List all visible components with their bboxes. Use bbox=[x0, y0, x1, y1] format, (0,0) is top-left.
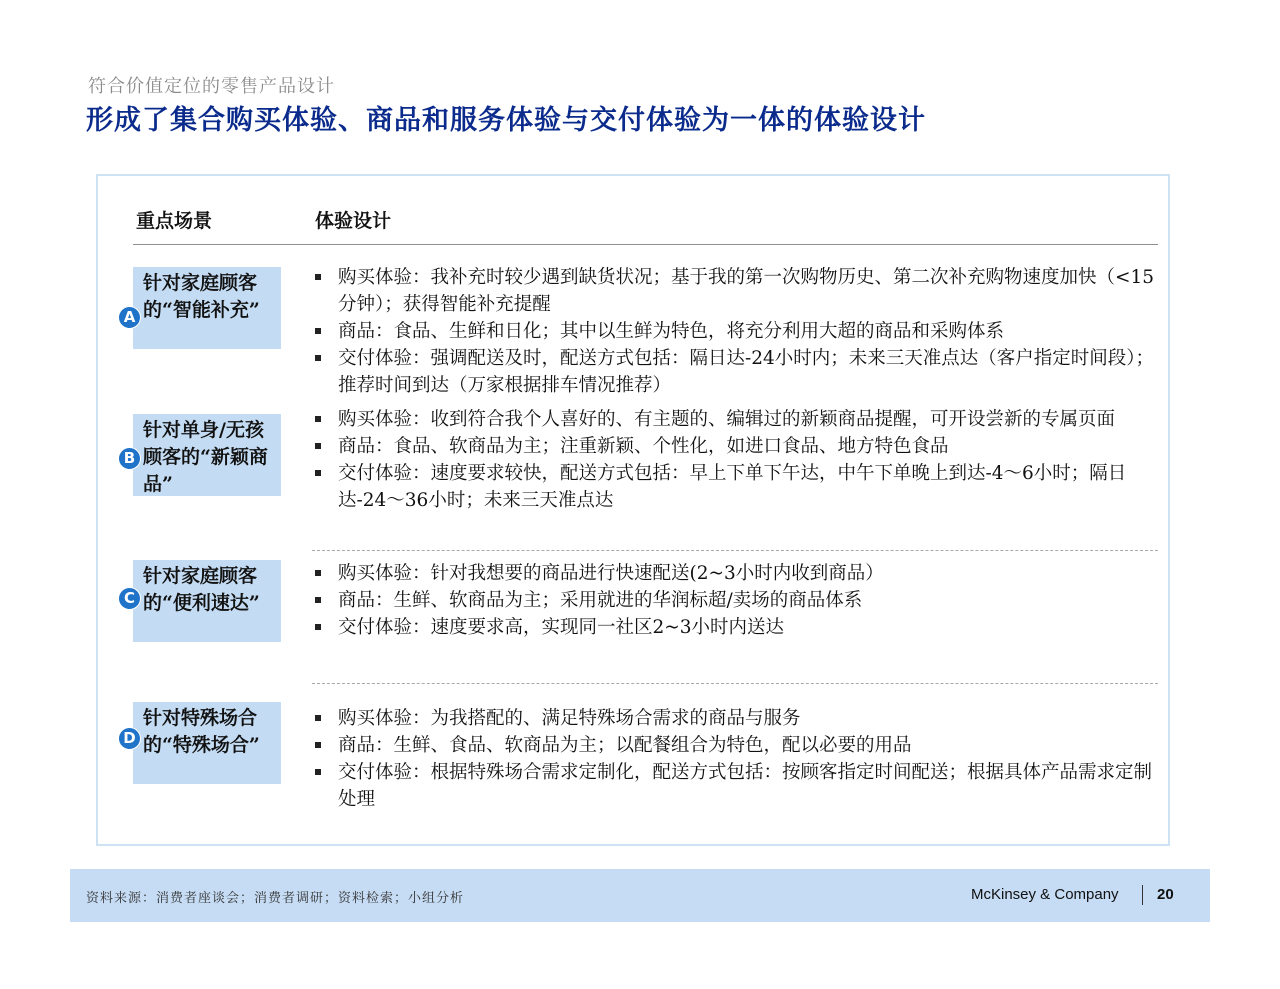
header-divider bbox=[133, 244, 1158, 245]
source-note: 资料来源：消费者座谈会；消费者调研；资料检索；小组分析 bbox=[86, 891, 465, 906]
brand-name: McKinsey & Company bbox=[971, 886, 1119, 903]
bullet-list-b bbox=[315, 406, 1160, 514]
page-number: 20 bbox=[1157, 886, 1174, 903]
badge-b-icon: B bbox=[118, 447, 141, 470]
list-item: 购买体验：我补充时较少遇到缺货状况；基于我的第一次购物历史、第二次补充购物速度加快（<15分钟）；获得智能补充提醒 bbox=[315, 264, 1160, 318]
list-item: 交付体验：速度要求较快，配送方式包括：早上下单下午达，中午下单晚上到达-4～6小时；隔日达-24～36小时；未来三天准点达 bbox=[315, 460, 1160, 514]
scene-box-c: 针对家庭顾客的“便利速达” bbox=[133, 560, 281, 642]
list-item: 交付体验：根据特殊场合需求定制化，配送方式包括：按顾客指定时间配送；根据具体产品需求定制处理 bbox=[315, 759, 1160, 813]
list-item: 商品：生鲜、软商品为主；采用就进的华润标超/卖场的商品体系 bbox=[315, 587, 1160, 614]
list-item: 商品：生鲜、食品、软商品为主；以配餐组合为特色，配以必要的用品 bbox=[315, 732, 1160, 759]
column-header-scene: 重点场景 bbox=[136, 210, 213, 232]
badge-d-icon: D bbox=[118, 727, 141, 750]
scene-box-b: 针对单身/无孩顾客的“新颖商品” bbox=[133, 414, 281, 496]
badge-c-icon: C bbox=[118, 587, 141, 610]
row-divider bbox=[312, 683, 1158, 684]
scene-box-d: 针对特殊场合的“特殊场合” bbox=[133, 702, 281, 784]
page-subtitle: 符合价值定位的零售产品设计 bbox=[88, 76, 335, 97]
bullet-list-c bbox=[315, 560, 1160, 641]
footer-separator bbox=[1142, 885, 1143, 905]
list-item: 购买体验：针对我想要的商品进行快速配送(2~3小时内收到商品） bbox=[315, 560, 1160, 587]
list-item: 交付体验：强调配送及时，配送方式包括：隔日达-24小时内；未来三天准点达（客户指定时间段）；推荐时间到达（万家根据排车情况推荐） bbox=[315, 345, 1160, 399]
list-item: 商品：食品、软商品为主；注重新颖、个性化，如进口食品、地方特色食品 bbox=[315, 433, 1160, 460]
list-item: 商品：食品、生鲜和日化；其中以生鲜为特色，将充分利用大超的商品和采购体系 bbox=[315, 318, 1160, 345]
bullet-list-a bbox=[315, 264, 1160, 399]
bullet-list-d bbox=[315, 705, 1160, 813]
column-header-design: 体验设计 bbox=[315, 210, 392, 232]
list-item: 购买体验：为我搭配的、满足特殊场合需求的商品与服务 bbox=[315, 705, 1160, 732]
footer-bar bbox=[70, 869, 1210, 922]
list-item: 交付体验：速度要求高，实现同一社区2~3小时内送达 bbox=[315, 614, 1160, 641]
page-title: 形成了集合购买体验、商品和服务体验与交付体验为一体的体验设计 bbox=[86, 105, 926, 136]
list-item: 购买体验：收到符合我个人喜好的、有主题的、编辑过的新颖商品提醒，可开设尝新的专属页面 bbox=[315, 406, 1160, 433]
row-divider bbox=[312, 550, 1158, 551]
scene-box-a: 针对家庭顾客的“智能补充” bbox=[133, 267, 281, 349]
badge-a-icon: A bbox=[118, 306, 141, 329]
